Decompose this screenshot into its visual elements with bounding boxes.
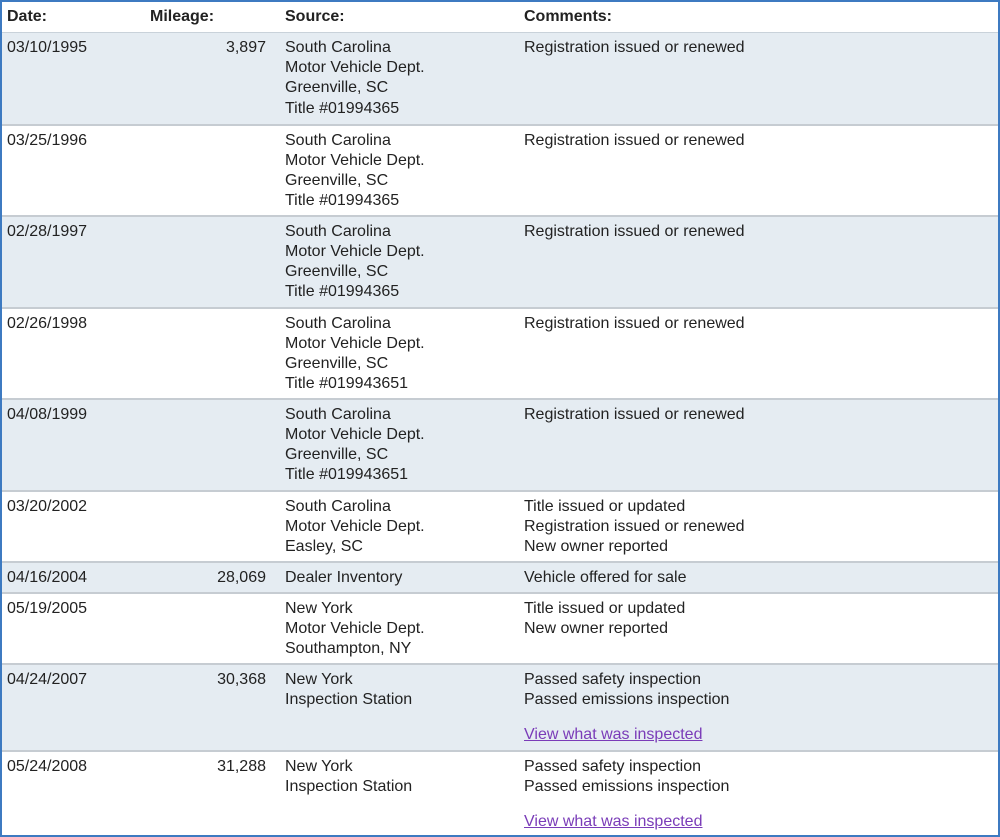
date-text: 05/24/2008 bbox=[7, 757, 88, 775]
comment-line: Passed emissions inspection bbox=[524, 690, 730, 708]
cell-date bbox=[2, 216, 102, 308]
table-row bbox=[2, 216, 998, 308]
source-line: Title #019943651 bbox=[285, 375, 409, 393]
comment-line: Registration issued or renewed bbox=[524, 131, 745, 149]
cell-comments bbox=[508, 751, 998, 837]
view-inspection-link[interactable]: View what was inspected bbox=[524, 725, 703, 743]
source-line: Motor Vehicle Dept. bbox=[285, 59, 425, 77]
header-mileage: Mileage: bbox=[102, 2, 270, 33]
cell-mileage bbox=[102, 216, 270, 308]
source-line: New York bbox=[285, 670, 353, 688]
source-line: Title #01994365 bbox=[285, 192, 400, 210]
comment-line: Registration issued or renewed bbox=[524, 314, 745, 332]
mileage-text: 30,368 bbox=[217, 670, 266, 688]
header-source: Source: bbox=[270, 2, 508, 33]
cell-source bbox=[270, 751, 508, 837]
mileage-text: 28,069 bbox=[217, 568, 266, 586]
cell-comments bbox=[508, 399, 998, 491]
cell-source bbox=[270, 125, 508, 216]
comment-line: Title issued or updated bbox=[524, 599, 686, 617]
cell-mileage bbox=[102, 664, 270, 751]
comment-line: Registration issued or renewed bbox=[524, 517, 745, 535]
cell-comments bbox=[508, 562, 998, 593]
source-line: South Carolina bbox=[285, 497, 391, 515]
source-line: Motor Vehicle Dept. bbox=[285, 151, 425, 169]
table-row bbox=[2, 491, 998, 562]
date-text: 03/10/1995 bbox=[7, 39, 88, 56]
cell-date bbox=[2, 33, 102, 125]
header-date: Date: bbox=[2, 2, 102, 33]
source-line: Greenville, SC bbox=[285, 445, 389, 463]
vehicle-history-table bbox=[2, 2, 998, 837]
cell-comments bbox=[508, 308, 998, 399]
date-text: 02/28/1997 bbox=[7, 222, 88, 240]
source-line: Title #01994365 bbox=[285, 99, 400, 117]
source-line: Easley, SC bbox=[285, 537, 363, 555]
source-line: South Carolina bbox=[285, 39, 391, 56]
cell-mileage bbox=[102, 308, 270, 399]
source-line: Greenville, SC bbox=[285, 79, 389, 97]
comment-line: Passed emissions inspection bbox=[524, 777, 730, 795]
source-line: Greenville, SC bbox=[285, 354, 389, 372]
table-row bbox=[2, 593, 998, 664]
cell-comments bbox=[508, 33, 998, 125]
table-row bbox=[2, 751, 998, 837]
table-row bbox=[2, 399, 998, 491]
date-text: 02/26/1998 bbox=[7, 314, 88, 332]
comment-line: Passed safety inspection bbox=[524, 757, 701, 775]
comment-line: New owner reported bbox=[524, 619, 669, 637]
cell-date bbox=[2, 399, 102, 491]
cell-date bbox=[2, 125, 102, 216]
cell-source bbox=[270, 399, 508, 491]
source-line: Greenville, SC bbox=[285, 262, 389, 280]
table-row bbox=[2, 664, 998, 751]
cell-source bbox=[270, 593, 508, 664]
comment-line: Registration issued or renewed bbox=[524, 39, 745, 56]
cell-comments bbox=[508, 664, 998, 751]
cell-comments bbox=[508, 216, 998, 308]
cell-mileage bbox=[102, 125, 270, 216]
date-text: 04/08/1999 bbox=[7, 405, 88, 423]
cell-date bbox=[2, 593, 102, 664]
date-text: 04/24/2007 bbox=[7, 670, 88, 688]
source-line: South Carolina bbox=[285, 131, 391, 149]
table-row bbox=[2, 33, 998, 125]
cell-comments bbox=[508, 125, 998, 216]
table-header-row bbox=[2, 2, 998, 33]
comment-line: Registration issued or renewed bbox=[524, 222, 745, 240]
comment-line: Title issued or updated bbox=[524, 497, 686, 515]
cell-mileage bbox=[102, 593, 270, 664]
cell-source bbox=[270, 562, 508, 593]
source-line: Motor Vehicle Dept. bbox=[285, 619, 425, 637]
table-row bbox=[2, 125, 998, 216]
source-line: Title #019943651 bbox=[285, 466, 409, 484]
source-line: Motor Vehicle Dept. bbox=[285, 242, 425, 260]
comment-line: Registration issued or renewed bbox=[524, 405, 745, 423]
source-line: South Carolina bbox=[285, 314, 391, 332]
history-body bbox=[2, 33, 998, 837]
source-line: Inspection Station bbox=[285, 690, 413, 708]
cell-source bbox=[270, 33, 508, 125]
cell-comments bbox=[508, 593, 998, 664]
cell-mileage bbox=[102, 751, 270, 837]
view-inspection-link[interactable]: View what was inspected bbox=[524, 812, 703, 830]
comment-line: Vehicle offered for sale bbox=[524, 568, 687, 586]
date-text: 04/16/2004 bbox=[7, 568, 88, 586]
cell-date bbox=[2, 308, 102, 399]
source-line: Motor Vehicle Dept. bbox=[285, 517, 425, 535]
cell-mileage bbox=[102, 33, 270, 125]
source-line: Southampton, NY bbox=[285, 639, 412, 657]
source-line: South Carolina bbox=[285, 222, 391, 240]
table-row bbox=[2, 562, 998, 593]
date-text: 05/19/2005 bbox=[7, 599, 88, 617]
comment-line: Passed safety inspection bbox=[524, 670, 701, 688]
source-line: New York bbox=[285, 599, 353, 617]
source-line: Greenville, SC bbox=[285, 171, 389, 189]
source-line: Inspection Station bbox=[285, 777, 413, 795]
cell-mileage bbox=[102, 399, 270, 491]
cell-comments bbox=[508, 491, 998, 562]
date-text: 03/20/2002 bbox=[7, 497, 88, 515]
cell-mileage bbox=[102, 562, 270, 593]
cell-mileage bbox=[102, 491, 270, 562]
mileage-text: 31,288 bbox=[217, 757, 266, 775]
cell-date bbox=[2, 491, 102, 562]
source-line: Motor Vehicle Dept. bbox=[285, 334, 425, 352]
source-line: Title #01994365 bbox=[285, 283, 400, 301]
source-line: Dealer Inventory bbox=[285, 568, 403, 586]
cell-date bbox=[2, 562, 102, 593]
mileage-text: 3,897 bbox=[225, 39, 266, 56]
cell-date bbox=[2, 751, 102, 837]
source-line: New York bbox=[285, 757, 353, 775]
table-row bbox=[2, 308, 998, 399]
source-line: South Carolina bbox=[285, 405, 391, 423]
cell-date bbox=[2, 664, 102, 751]
source-line: Motor Vehicle Dept. bbox=[285, 425, 425, 443]
cell-source bbox=[270, 491, 508, 562]
cell-source bbox=[270, 308, 508, 399]
comment-line: New owner reported bbox=[524, 537, 669, 555]
header-comments: Comments: bbox=[508, 2, 998, 33]
date-text: 03/25/1996 bbox=[7, 131, 88, 149]
cell-source bbox=[270, 664, 508, 751]
cell-source bbox=[270, 216, 508, 308]
